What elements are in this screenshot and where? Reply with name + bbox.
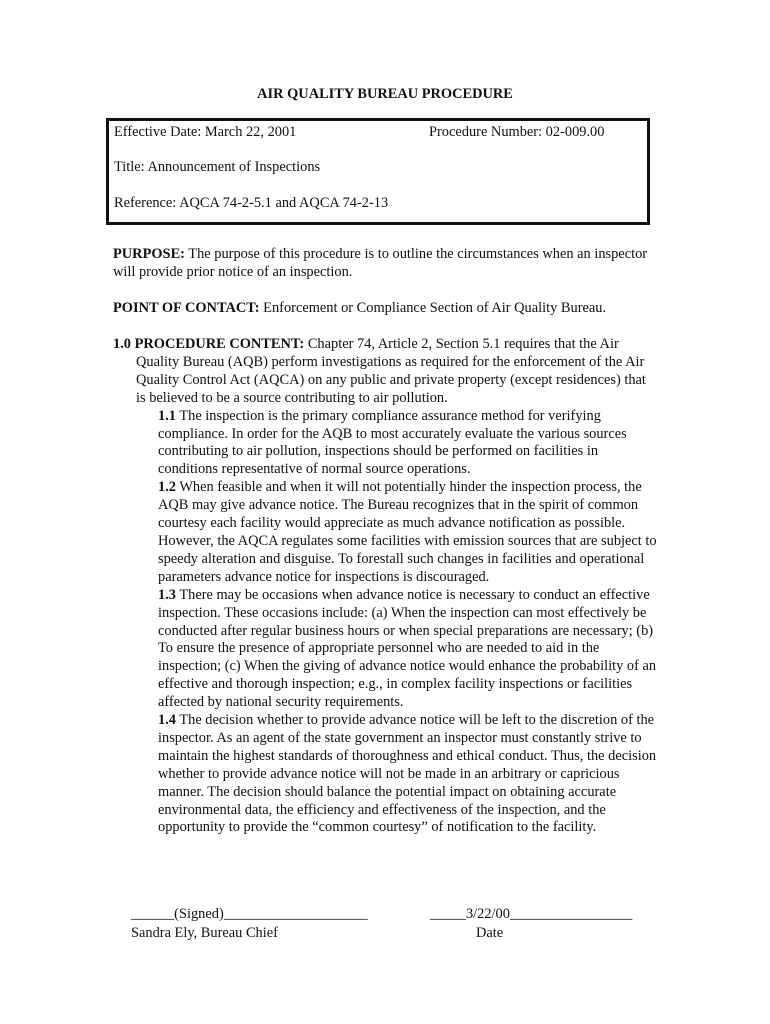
date-line: _____3/22/00_________________ <box>430 906 633 922</box>
procedure-number: Procedure Number: 02-009.00 <box>429 124 605 140</box>
contact-label: POINT OF CONTACT: <box>113 300 260 316</box>
item-number: 1.2 <box>158 479 176 496</box>
procedure-title: Title: Announcement of Inspections <box>114 159 321 175</box>
date-label: Date <box>476 925 504 941</box>
contact-paragraph <box>113 300 658 318</box>
item-text: There may be occasions when advance notice is necessary to conduct an effective inspection. These occasions include: (a) When the inspection can most effectively be conducted after regular business hours or when special preparations are necessary; (b) To ensure the presence of appropriate personnel who are needed to aid in the inspection; (c) When the giving of advance notice would enhance the probability of an effective and thorough inspection; e.g., in complex facility inspections or facilities affected by national security requirements. <box>158 586 657 711</box>
purpose-paragraph <box>113 246 658 282</box>
procedure-content-intro <box>113 336 658 408</box>
procedure-item-1-4 <box>158 712 658 837</box>
procedure-reference: Reference: AQCA 74-2-5.1 and AQCA 74-2-13 <box>114 195 389 211</box>
item-text: When feasible and when it will not potentially hinder the inspection process, the AQB may give advance notice. The Bureau recognizes that in the spirit of common courtesy each facility would appreciate as much advance notification as possible. However, the AQCA regulates some facilities with emission sources that are subject to speedy alteration and disguise. To forestall such changes in facilities and operational parameters advance notice for inspections is discouraged. <box>158 479 657 585</box>
item-text: The decision whether to provide advance notice will be left to the discretion of the inspector. As an agent of the state government an inspector must constantly strive to maintain the highest standards of thoroughness and ethical conduct. Thus, the decision whether to provide advance notice will not be made in an arbitrary or capricious manner. The decision should balance the potential impact on obtaining accurate environmental data, the efficiency and effectiveness of the inspection, and the opportunity to provide the “common courtesy” of notification to the facility. <box>158 712 657 836</box>
document-title: AIR QUALITY BUREAU PROCEDURE <box>257 86 513 102</box>
procedure-info-box <box>106 118 650 225</box>
procedure-item-1-3 <box>158 587 658 712</box>
procedure-content-text: Chapter 74, Article 2, Section 5.1 requires that the Air Quality Bureau (AQB) perform investigations as required for the enforcement of the Air Quality Control Act (AQCA) on any public and private property (except residences) that is believed to be a source contributing to air pollution. <box>136 336 646 406</box>
signer-name: Sandra Ely, Bureau Chief <box>131 925 278 941</box>
signature-line: ______(Signed)____________________ <box>131 906 368 922</box>
purpose-label: PURPOSE: <box>113 246 185 262</box>
procedure-item-1-1 <box>158 408 658 480</box>
effective-date: Effective Date: March 22, 2001 <box>114 124 297 140</box>
item-number: 1.1 <box>158 407 176 424</box>
purpose-text: The purpose of this procedure is to outline the circumstances when an inspector will provide prior notice of an inspection. <box>113 246 648 280</box>
procedure-content-section <box>113 336 658 837</box>
contact-text: Enforcement or Compliance Section of Air Quality Bureau. <box>259 300 607 316</box>
item-number: 1.4 <box>158 712 176 729</box>
procedure-item-1-2 <box>158 479 658 586</box>
item-number: 1.3 <box>158 586 176 603</box>
item-text: The inspection is the primary compliance assurance method for verifying compliance. In order for the AQB to most accurately evaluate the various sources contributing to air pollution, inspections should be performed on facilities in conditions representative of normal source operations. <box>158 407 627 478</box>
procedure-content-label: 1.0 PROCEDURE CONTENT: <box>113 336 305 352</box>
